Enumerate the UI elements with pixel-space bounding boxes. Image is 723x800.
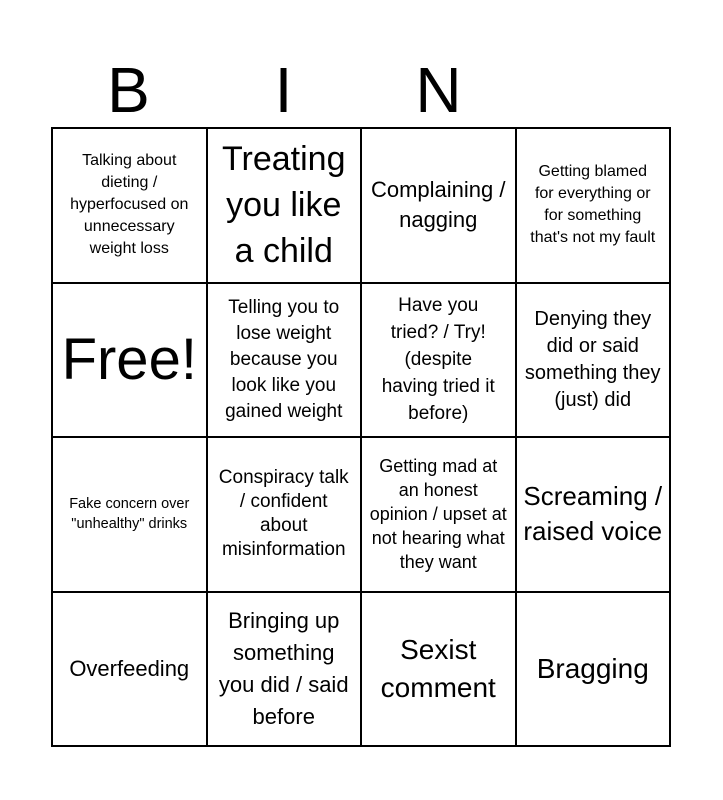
- bingo-cell[interactable]: [517, 284, 672, 439]
- cell-text: Talking about dieting / hyperfocused on unnecessary weight loss: [70, 152, 189, 258]
- cell-text: Complaining / nagging: [370, 177, 506, 233]
- bingo-cell[interactable]: [208, 129, 363, 284]
- bingo-cell[interactable]: [362, 284, 517, 439]
- bingo-grid: [51, 127, 671, 747]
- bingo-cell[interactable]: [517, 438, 672, 593]
- bingo-cell[interactable]: [53, 593, 208, 748]
- bingo-cell[interactable]: [517, 129, 672, 284]
- header-letter-n: N: [415, 54, 462, 126]
- cell-text: Getting mad at an honest opinion / upset at not hearing what they want: [369, 456, 507, 573]
- cell-text: Free!: [61, 326, 197, 392]
- bingo-cell[interactable]: [362, 593, 517, 748]
- cell-text: Have you tried? / Try! (despite having tried it before): [381, 295, 495, 425]
- bingo-header: [51, 52, 671, 128]
- cell-text: Conspiracy talk / confident about misinformation: [218, 467, 349, 561]
- header-letter-b: B: [107, 54, 150, 126]
- cell-text: Treating you like a child: [222, 140, 346, 271]
- cell-text: Telling you to lose weight because you look like you gained weight: [225, 296, 343, 422]
- cell-text: Screaming / raised voice: [523, 481, 663, 547]
- bingo-cell[interactable]: [208, 438, 363, 593]
- header-letter-i: I: [274, 54, 293, 126]
- bingo-cell[interactable]: [53, 129, 208, 284]
- bingo-cell[interactable]: [53, 438, 208, 593]
- cell-text: Bragging: [536, 652, 649, 684]
- bingo-cell-free[interactable]: [53, 284, 208, 439]
- bingo-cell[interactable]: [208, 593, 363, 748]
- bingo-cell[interactable]: [362, 438, 517, 593]
- cell-text: Bringing up something you did / said before: [218, 607, 349, 729]
- cell-text: Denying they did or said something they (just) did: [524, 307, 661, 411]
- cell-text: Fake concern over "unhealthy" drinks: [69, 496, 190, 533]
- bingo-cell[interactable]: [208, 284, 363, 439]
- bingo-cell[interactable]: [362, 129, 517, 284]
- cell-text: Getting blamed for everything or for something that's not my fault: [530, 163, 656, 247]
- cell-text: Sexist comment: [380, 633, 496, 703]
- cell-text: Overfeeding: [69, 655, 190, 681]
- bingo-cell[interactable]: [517, 593, 672, 748]
